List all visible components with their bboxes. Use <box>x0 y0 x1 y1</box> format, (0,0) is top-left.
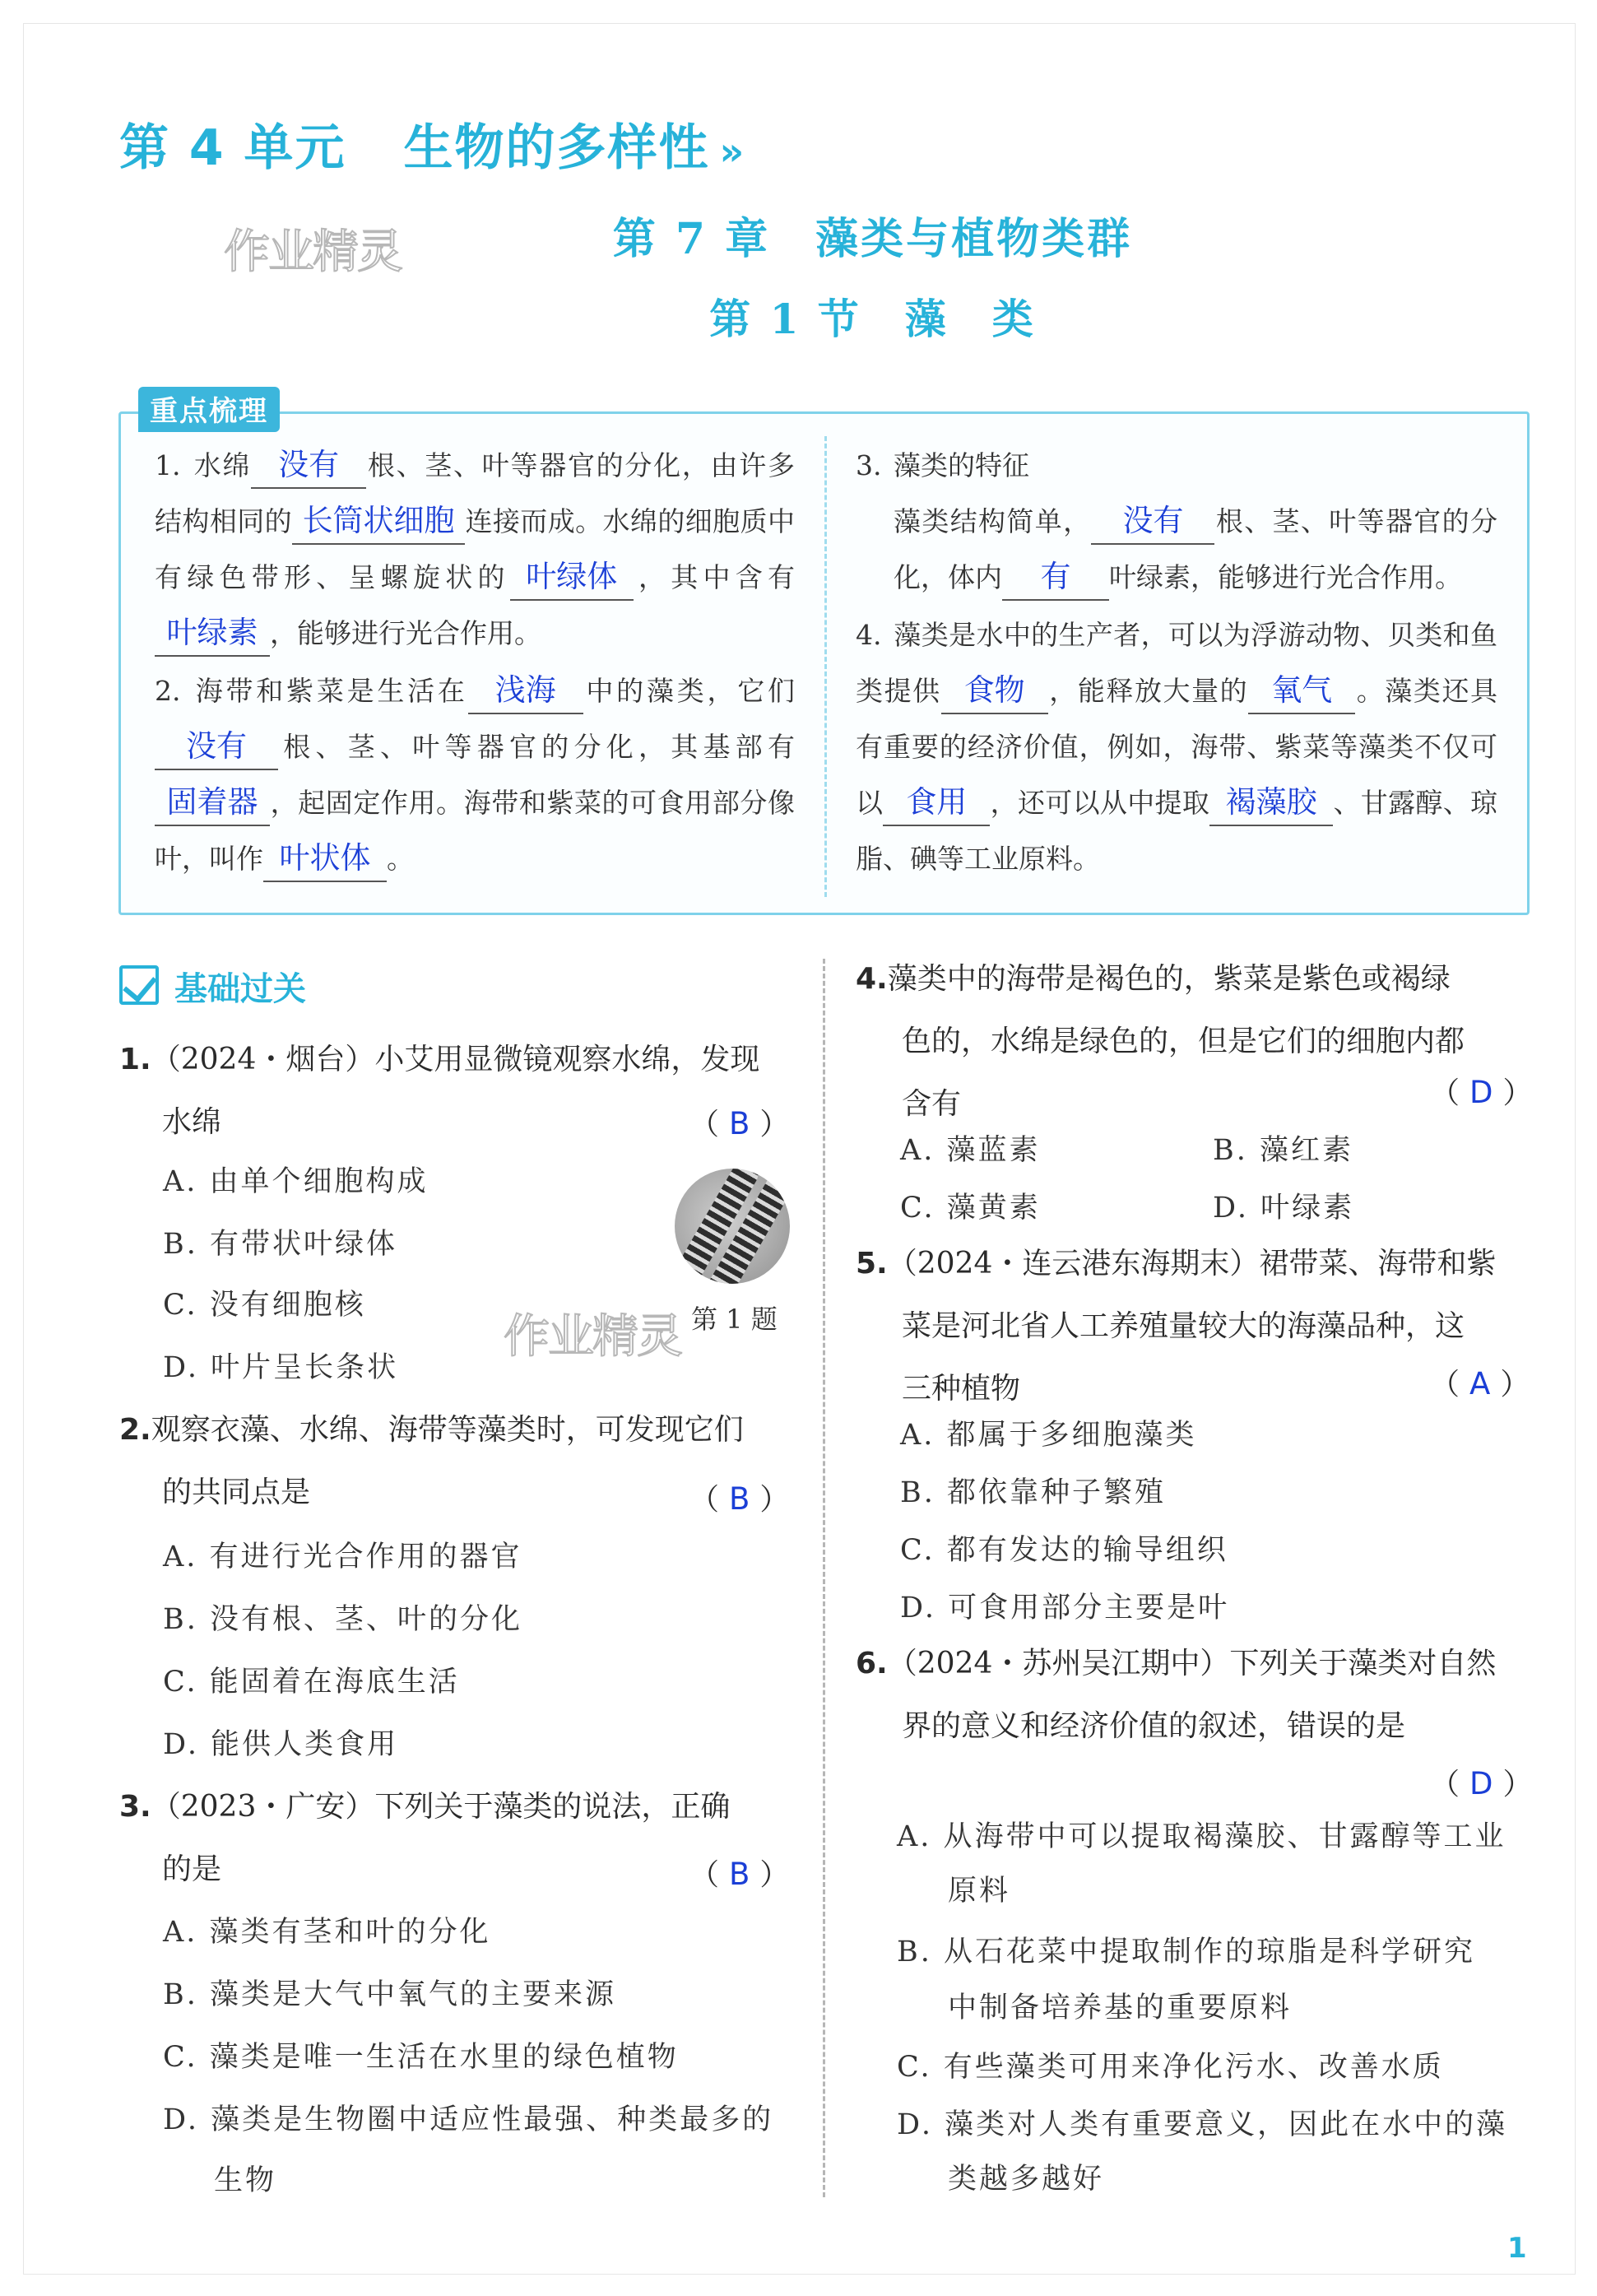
answer-blank: 固着器 <box>155 781 270 826</box>
option: C. 藻类是唯一生活在水里的绿色植物 <box>163 2041 679 2074</box>
answer-blank: 长筒状细胞 <box>292 500 465 545</box>
option-continuation: 中制备培养基的重要原料 <box>948 1992 1293 2024</box>
option: B. 从石花菜中提取制作的琼脂是科学研究 <box>897 1936 1475 1968</box>
key-point-4: 4. 藻类是水中的生产者，可以为浮游动物、贝类和鱼类提供 食物 ，能释放大量的 氧气 。藻类还具有重要的经济价值，例如，海带、紫菜等藻类不仅可以 食用 ，还可以从中提取 褐藻胶 、甘露醇、琼脂、碘等工业原料。 <box>856 619 1497 875</box>
section-title: 第 1 节 藻 类 <box>709 295 1036 343</box>
question-6: 6.（2024・苏州吴江期中）下列关于藻类对自然 界的意义和经济价值的叙述，错误的是 <box>856 1647 1497 1743</box>
answer-blank: 叶状体 <box>263 837 387 882</box>
option: D. 能供人类食用 <box>163 1728 399 1761</box>
question-2: 2.观察衣藻、水绵、海带等藻类时，可发现它们 的共同点是 <box>119 1413 744 1509</box>
answer-blank: 氧气 <box>1248 669 1355 714</box>
option: C. 能固着在海底生活 <box>163 1666 460 1699</box>
option: A. 都属于多细胞藻类 <box>900 1419 1197 1452</box>
unit-title <box>119 109 745 179</box>
key-points-tag: 重点梳理 <box>138 387 280 432</box>
answer-blank: 浅海 <box>468 669 583 714</box>
watermark: 作业精灵 <box>224 225 402 279</box>
option: D. 藻类对人类有重要意义，因此在水中的藻 <box>897 2108 1508 2141</box>
checkbox-icon <box>119 965 159 1005</box>
key-point-3: 3. 藻类的特征 藻类结构简单， 没有 根、茎、叶等器官的分化，体内 有 叶绿素，能够进行光合作用。 <box>856 438 1497 606</box>
question-4: 4.藻类中的海带是褐色的，紫菜是紫色或褐绿 色的，水绵是绿色的，但是它们的细胞内都 含有 <box>856 962 1465 1121</box>
option: D. 叶绿素 <box>1213 1192 1355 1225</box>
answer-blank: 褐藻胶 <box>1209 781 1333 826</box>
option: A. 藻蓝素 <box>900 1134 1041 1167</box>
chapter-title: 第 7 章 藻类与植物类群 <box>612 214 1133 264</box>
unit-name: 生物的多样性 <box>403 119 710 177</box>
answer-blank: 食物 <box>941 669 1048 714</box>
answer-blank: 有 <box>1002 555 1109 601</box>
option: A. 由单个细胞构成 <box>163 1165 429 1198</box>
option: C. 藻黄素 <box>900 1192 1041 1225</box>
option: D. 藻类是生物圈中适应性最强、种类最多的 <box>163 2103 774 2136</box>
page-number: 1 <box>1507 2232 1527 2265</box>
answer-blank: 食用 <box>883 781 990 826</box>
answer-blank: 没有 <box>155 725 278 770</box>
question-1: 1.（2024・烟台）小艾用显微镜观察水绵，发现 水绵 <box>119 1043 760 1139</box>
option: D. 叶片呈长条状 <box>163 1351 399 1384</box>
key-points-divider <box>824 436 827 897</box>
option: C. 没有细胞核 <box>163 1289 366 1322</box>
option: A. 有进行光合作用的器官 <box>163 1541 522 1573</box>
option: B. 有带状叶绿体 <box>163 1228 397 1261</box>
key-point-2: 2. 海带和紫菜是生活在 浅海 中的藻类，它们没有 根、茎、叶等器官的分化，其基部有固着器 ，起固定作用。海带和紫菜的可食用部分像叶，叫作 叶状体 。 <box>155 663 795 887</box>
question-3: 3.（2023・广安）下列关于藻类的说法，正确 的是 <box>119 1790 731 1886</box>
answer-blank: 没有 <box>1091 500 1214 545</box>
key-point-1: 1. 水绵 没有 根、茎、叶等器官的分化，由许多结构相同的 长筒状细胞 连接而成。水绵的细胞质中有绿色带形、呈螺旋状的 叶绿体 ，其中含有叶绿素 ，能够进行光合作用。 <box>155 438 795 662</box>
answer-blank: 叶绿素 <box>155 611 270 657</box>
option: B. 藻类是大气中氧气的主要来源 <box>163 1978 616 2011</box>
question-5: 5.（2024・连云港东海期末）裙带菜、海带和紫 菜是河北省人工养殖量较大的海藻品种，这 三种植物 <box>856 1247 1497 1406</box>
answer-bracket: （ B ） <box>689 1857 790 1892</box>
answer-bracket: （ D ） <box>1430 1075 1533 1110</box>
option: B. 没有根、茎、叶的分化 <box>163 1603 522 1636</box>
answer-bracket: （ A ） <box>1430 1366 1530 1401</box>
basic-heading: 基础过关 <box>174 970 306 1008</box>
answer-blank: 叶绿体 <box>510 555 634 601</box>
answer-bracket: （ B ） <box>689 1481 790 1517</box>
option: A. 藻类有茎和叶的分化 <box>163 1916 491 1949</box>
watermark: 作业精灵 <box>504 1310 681 1364</box>
spirogyra-micrograph <box>675 1169 790 1284</box>
option-continuation: 类越多越好 <box>948 2163 1105 2196</box>
answer-bracket: （ D ） <box>1430 1766 1533 1801</box>
option: A. 从海带中可以提取褐藻胶、甘露醇等工业 <box>897 1820 1506 1853</box>
option-continuation: 生物 <box>214 2164 277 2197</box>
option: D. 可食用部分主要是叶 <box>900 1592 1230 1624</box>
answer-bracket: （ B ） <box>689 1106 790 1141</box>
double-chevron-icon: » <box>719 129 746 174</box>
option: B. 藻红素 <box>1213 1134 1353 1167</box>
answer-blank: 没有 <box>251 444 366 489</box>
option: C. 都有发达的输导组织 <box>900 1534 1228 1567</box>
option: C. 有些藻类可用来净化污水、改善水质 <box>897 2051 1444 2084</box>
option: B. 都依靠种子繁殖 <box>900 1476 1166 1509</box>
figure-caption: 第 1 题 <box>691 1304 778 1335</box>
column-divider <box>823 959 825 2197</box>
unit-number: 第 4 单元 <box>119 119 346 177</box>
option-continuation: 原料 <box>948 1875 1011 1908</box>
